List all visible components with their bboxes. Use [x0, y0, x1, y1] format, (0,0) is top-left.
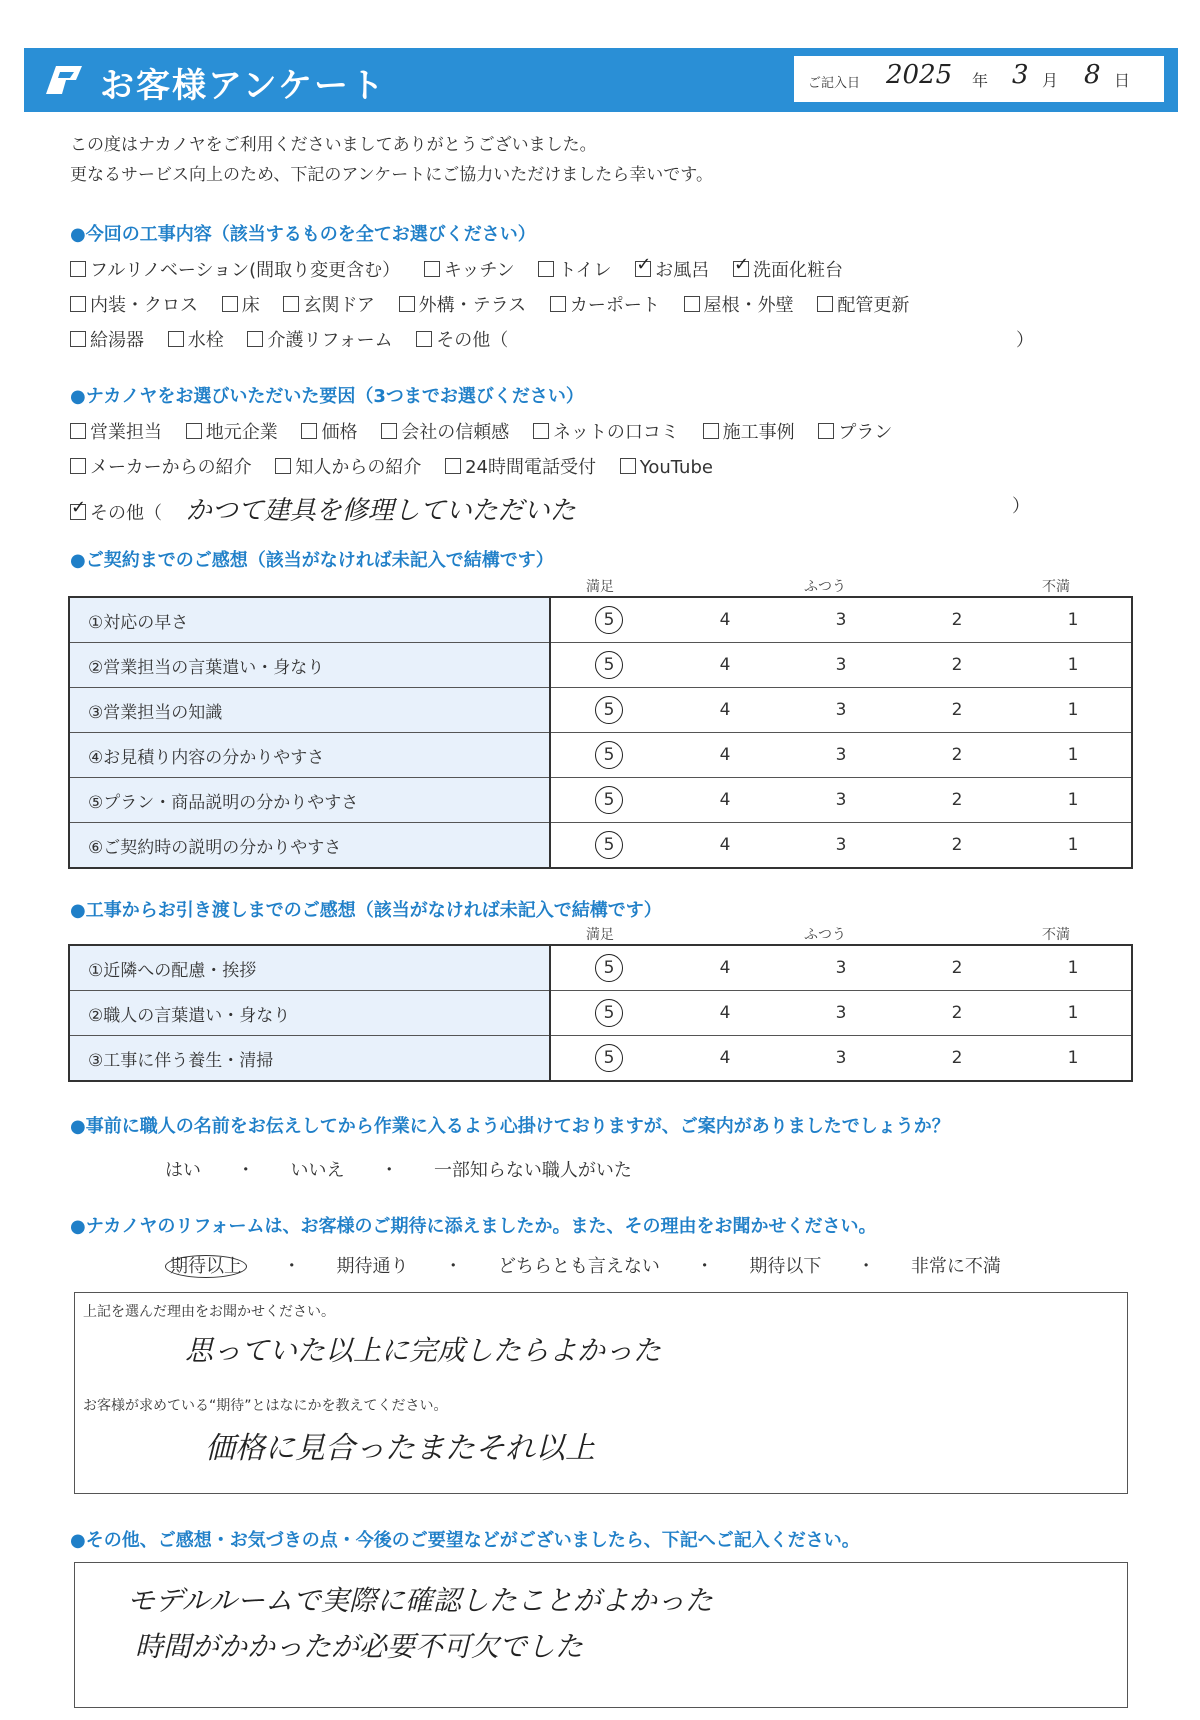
rating-item-label: ①対応の早さ	[69, 597, 550, 643]
date-field	[794, 56, 1164, 102]
rating-selected: 5	[595, 651, 623, 679]
choice-below-expectation[interactable]: 期待以下	[749, 1256, 822, 1277]
reason-row-1	[70, 418, 910, 444]
rating-option[interactable]: 1	[1015, 823, 1132, 869]
table-row	[69, 1036, 1132, 1082]
work-option[interactable]: ✓ 洗面化粧台	[733, 256, 843, 282]
section-title-comments: ●その他、ご感想・お気づきの点・今後のご要望などがございましたら、下記へご記入ください。	[70, 1530, 860, 1551]
construction-rating-table	[68, 944, 1133, 1082]
reason-row-2	[70, 453, 731, 479]
rating-option[interactable]: 4	[667, 733, 783, 778]
checkbox[interactable]	[70, 458, 86, 474]
choice-separator: ・	[282, 1256, 301, 1277]
rating-item-label: ①近隣への配慮・挨拶	[69, 945, 550, 991]
rating-option[interactable]: 1	[1015, 597, 1132, 643]
intro-text	[70, 130, 713, 190]
choice-no[interactable]: いいえ	[290, 1160, 345, 1181]
reason-option[interactable]: 価格	[301, 418, 357, 444]
choice-separator: ・	[444, 1256, 463, 1277]
page-title: お客様アンケート	[100, 66, 386, 106]
rating-option[interactable]: 1	[1015, 991, 1132, 1036]
checkbox[interactable]	[550, 296, 566, 312]
date-year: 2025	[886, 60, 953, 90]
choice-partial[interactable]: 一部知らない職人がいた	[433, 1160, 632, 1181]
rating-option[interactable]: 3	[783, 688, 899, 733]
work-row-3	[70, 326, 526, 352]
section-title-work: ●今回の工事内容（該当するものを全てお選びください）	[70, 224, 536, 245]
reason-option-other[interactable]: ✓その他（	[70, 499, 162, 525]
checkbox-checked[interactable]	[733, 261, 749, 277]
rating-option[interactable]: 1	[1015, 688, 1132, 733]
rating-selected: 5	[595, 831, 623, 859]
section-title-contract: ●ご契約までのご感想（該当がなければ未記入で結構です）	[70, 550, 554, 571]
reason-option[interactable]: メーカーからの紹介	[70, 453, 252, 479]
work-option[interactable]: 給湯器	[70, 326, 144, 352]
choice-separator: ・	[695, 1256, 714, 1277]
rating-option[interactable]: 2	[899, 688, 1015, 733]
checkbox[interactable]	[533, 423, 549, 439]
checkbox[interactable]	[70, 331, 86, 347]
reason-other-handwriting: かつて建具を修理していただいた	[185, 496, 576, 526]
rating-option[interactable]: 3	[783, 597, 899, 643]
checkbox-checked[interactable]	[70, 504, 86, 520]
rating-selected: 5	[595, 696, 623, 724]
table-row	[69, 991, 1132, 1036]
rating-option[interactable]: 2	[899, 733, 1015, 778]
checkbox[interactable]	[70, 261, 86, 277]
company-logo-icon	[40, 62, 84, 98]
choice-separator: ・	[236, 1160, 255, 1181]
table-row	[69, 945, 1132, 991]
scale-high: 満足	[586, 927, 614, 943]
rating-option[interactable]: 3	[783, 733, 899, 778]
work-option[interactable]: 屋根・外壁	[684, 291, 794, 317]
work-option[interactable]: 外構・テラス	[399, 291, 526, 317]
choice-separator: ・	[857, 1256, 876, 1277]
section-title-reason: ●ナカノヤをお選びいただいた要因（3つまでお選びください）	[70, 386, 584, 407]
checkbox[interactable]	[445, 458, 461, 474]
comments-box[interactable]	[74, 1562, 1128, 1708]
expectation-prompt: お客様が求めている“期待”とはなにかを教えてください。	[83, 1398, 448, 1414]
work-option[interactable]: 内装・クロス	[70, 291, 198, 317]
rating-option[interactable]: 1	[1015, 643, 1132, 688]
reason-option[interactable]: 会社の信頼感	[381, 418, 509, 444]
rating-selected: 5	[595, 741, 623, 769]
work-option[interactable]: 床	[222, 291, 260, 317]
rating-item-label: ⑤プラン・商品説明の分かりやすさ	[69, 778, 550, 823]
work-row-1	[70, 256, 861, 282]
rating-item-label: ③工事に伴う養生・清掃	[69, 1036, 550, 1082]
reason-option[interactable]: YouTube	[620, 457, 713, 478]
rating-option[interactable]: 4	[667, 823, 783, 869]
comments-handwriting-line2: 時間がかかったが必要不可欠でした	[135, 1630, 584, 1663]
reason-option[interactable]: 地元企業	[186, 418, 278, 444]
intro-line: この度はナカノヤをご利用くださいましてありがとうございました。	[70, 135, 597, 155]
notice-choices	[165, 1156, 662, 1182]
work-option[interactable]: 水栓	[168, 326, 224, 352]
rating-option[interactable]: 4	[667, 688, 783, 733]
month-label: 月	[1042, 71, 1059, 90]
rating-option[interactable]: 2	[899, 597, 1015, 643]
checkbox[interactable]	[70, 296, 86, 312]
rating-option[interactable]: 2	[899, 945, 1015, 991]
work-option[interactable]: カーポート	[550, 291, 660, 317]
choice-as-expected[interactable]: 期待通り	[336, 1256, 409, 1277]
checkbox[interactable]	[222, 296, 238, 312]
scale-high: 満足	[586, 579, 614, 595]
checkbox[interactable]	[424, 261, 440, 277]
work-option[interactable]: 介護リフォーム	[247, 326, 392, 352]
rating-item-label: ②営業担当の言葉遣い・身なり	[69, 643, 550, 688]
rating-option[interactable]: 4	[667, 597, 783, 643]
checkbox[interactable]	[818, 423, 834, 439]
checkbox[interactable]	[620, 458, 636, 474]
scale-mid: ふつう	[804, 579, 846, 595]
rating-option[interactable]: 3	[783, 643, 899, 688]
reason-prompt: 上記を選んだ理由をお聞かせください。	[83, 1304, 335, 1320]
rating-option[interactable]: 2	[899, 778, 1015, 823]
rating-option[interactable]: 1	[1015, 1036, 1132, 1082]
rating-item-label: ②職人の言葉遣い・身なり	[69, 991, 550, 1036]
checkbox[interactable]	[381, 423, 397, 439]
choice-separator: ・	[380, 1160, 399, 1181]
reason-handwriting: 思っていた以上に完成したらよかった	[185, 1334, 662, 1367]
close-paren: ）	[1012, 496, 1030, 517]
reason-option[interactable]: ネットの口コミ	[533, 418, 679, 444]
year-label: 年	[972, 71, 989, 90]
rating-option[interactable]: 1	[1015, 733, 1132, 778]
checkbox[interactable]	[70, 423, 86, 439]
date-label: ご記入日	[808, 76, 861, 91]
checkbox[interactable]	[247, 331, 263, 347]
checkbox[interactable]	[275, 458, 291, 474]
checkbox[interactable]	[399, 296, 415, 312]
work-option[interactable]: その他（	[416, 326, 508, 352]
scale-low: 不満	[1042, 579, 1070, 595]
rating-option[interactable]: 2	[899, 643, 1015, 688]
rating-option[interactable]: 4	[667, 991, 783, 1036]
section-title-construction: ●工事からお引き渡しまでのご感想（該当がなければ未記入で結構です）	[70, 900, 662, 921]
checkbox[interactable]	[817, 296, 833, 312]
comments-handwriting-line1: モデルルームで実際に確認したことがよかった	[127, 1584, 713, 1617]
work-row-2	[70, 291, 927, 317]
reason-option[interactable]: プラン	[818, 418, 892, 444]
table-row	[69, 778, 1132, 823]
rating-selected: 5	[595, 999, 623, 1027]
checkbox[interactable]	[168, 331, 184, 347]
choice-neutral[interactable]: どちらとも言えない	[497, 1256, 660, 1277]
work-option[interactable]: フルリノベーション(間取り変更含む）	[70, 256, 400, 282]
section-title-notice: ●事前に職人の名前をお伝えしてから作業に入るよう心掛けておりますが、ご案内がありましたでしょうか？	[70, 1116, 950, 1137]
rating-option[interactable]: 3	[783, 778, 899, 823]
table-row	[69, 643, 1132, 688]
checkbox-checked[interactable]	[635, 261, 651, 277]
rating-option[interactable]: 4	[667, 945, 783, 991]
checkbox[interactable]	[538, 261, 554, 277]
rating-option[interactable]: 1	[1015, 945, 1132, 991]
reason-option[interactable]: 施工事例	[703, 418, 795, 444]
work-option[interactable]: 玄関ドア	[283, 291, 374, 317]
section-title-expectation: ●ナカノヤのリフォームは、お客様のご期待に添えましたか。また、その理由をお聞かせください。	[70, 1216, 877, 1237]
checkbox[interactable]	[186, 423, 202, 439]
rating-option[interactable]: 1	[1015, 778, 1132, 823]
reason-option[interactable]: 知人からの紹介	[275, 453, 421, 479]
rating-option[interactable]: 2	[899, 1036, 1015, 1082]
rating-option[interactable]: 3	[783, 823, 899, 869]
rating-option[interactable]: 3	[783, 945, 899, 991]
rating-selected: 5	[595, 954, 623, 982]
expectation-handwriting: 価格に見合ったまたそれ以上	[205, 1431, 595, 1466]
checkbox[interactable]	[301, 423, 317, 439]
header-bar	[24, 48, 1178, 112]
rating-option[interactable]: 3	[783, 1036, 899, 1082]
reason-box[interactable]	[74, 1292, 1128, 1494]
checkbox[interactable]	[416, 331, 432, 347]
rating-item-label: ⑥ご契約時の説明の分かりやすさ	[69, 823, 550, 869]
rating-option[interactable]: 2	[899, 991, 1015, 1036]
rating-item-label: ④お見積り内容の分かりやすさ	[69, 733, 550, 778]
rating-item-label: ③営業担当の知識	[69, 688, 550, 733]
checkbox[interactable]	[703, 423, 719, 439]
rating-option[interactable]: 3	[783, 991, 899, 1036]
reason-other-row	[70, 490, 576, 527]
rating-option[interactable]: 2	[899, 823, 1015, 869]
reason-option[interactable]: 24時間電話受付	[445, 453, 596, 479]
work-option[interactable]: 配管更新	[817, 291, 909, 317]
intro-line: 更なるサービス向上のため、下記のアンケートにご協力いただけましたら幸いです。	[70, 165, 713, 185]
choice-yes[interactable]: はい	[165, 1160, 201, 1181]
rating-selected: 5	[595, 606, 623, 634]
choice-above-expectation-selected[interactable]: 期待以上	[165, 1255, 247, 1278]
day-label: 日	[1114, 71, 1131, 90]
table-row	[69, 597, 1132, 643]
close-paren: ）	[1016, 330, 1034, 351]
date-month: 3	[1012, 60, 1029, 90]
choice-very-dissatisfied[interactable]: 非常に不満	[910, 1256, 1001, 1277]
expectation-choices	[165, 1252, 1031, 1278]
work-option[interactable]: キッチン	[424, 256, 515, 282]
scale-low: 不満	[1042, 927, 1070, 943]
rating-option[interactable]: 4	[667, 1036, 783, 1082]
date-day: 8	[1084, 60, 1101, 90]
work-option[interactable]: トイレ	[538, 256, 611, 282]
table-row	[69, 823, 1132, 869]
contract-rating-table	[68, 596, 1133, 869]
rating-option[interactable]: 4	[667, 643, 783, 688]
work-option[interactable]: ✓ お風呂	[635, 256, 709, 282]
rating-selected: 5	[595, 786, 623, 814]
reason-option[interactable]: 営業担当	[70, 418, 162, 444]
checkbox[interactable]	[684, 296, 700, 312]
rating-option[interactable]: 4	[667, 778, 783, 823]
checkbox[interactable]	[283, 296, 299, 312]
table-row	[69, 733, 1132, 778]
rating-selected: 5	[595, 1044, 623, 1072]
table-row	[69, 688, 1132, 733]
scale-mid: ふつう	[804, 927, 846, 943]
